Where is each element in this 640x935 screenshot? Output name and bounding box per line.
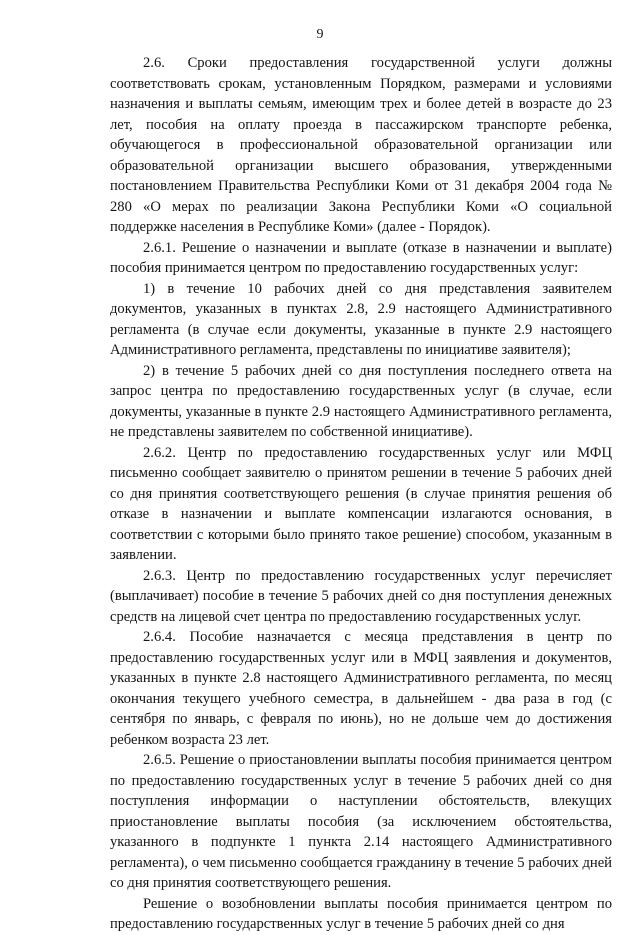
paragraph-resumption: Решение о возобновлении выплаты пособия принимается центром по предоставлению государственных услуг в течение 5 рабочих дней со дня — [110, 895, 612, 932]
paragraph-2-6-1-item-1: 1) в течение 10 рабочих дней со дня представления заявителем документов, указанных в пунктах 2.8, 2.9 настоящего Административного регламента (в случае если документы, указанные в пункте 2.9 настоящего Административного регламента, представлены по инициативе заявителя); — [110, 280, 612, 358]
document-body — [110, 53, 612, 935]
page-number: 9 — [316, 27, 324, 42]
paragraph-2-6-4: 2.6.4. Пособие назначается с месяца представления в центр по предоставлению государственных услуг или в МФЦ заявления и документов, указанных в пункте 2.8 настоящего Административного регламента, по месяц окончания текущего учебного семестра, в дальнейшем - два раза в год (с сентября по январь, с февраля по июнь), но не дольше чем до достижения ребенком возраста 23 лет. — [110, 629, 612, 748]
paragraph-2-6: 2.6. Сроки предоставления государственной услуги должны соответствовать срокам, установленным Порядком, размерами и условиями назначения и выплаты семьям, имеющим трех и более детей в возрасте до 23 лет, пособия на оплату проезда в пассажирском транспорте ребенка, обучающегося в профессиональной образовательной организации или образовательной организации высшего образования, утвержденными постановлением Правительства Республики Коми от 31 декабря 2004 года № 280 «О мерах по реализации Закона Республики Коми «О социальной поддержке населения в Республике Коми» (далее - Порядок). — [110, 55, 612, 235]
paragraph-2-6-3: 2.6.3. Центр по предоставлению государственных услуг перечисляет (выплачивает) пособие в течение 5 рабочих дней со дня поступления денежных средств на лицевой счет центра по предоставлению государственных услуг. — [110, 567, 612, 625]
paragraph-2-6-5: 2.6.5. Решение о приостановлении выплаты пособия принимается центром по предоставлению государственных услуг в течение 5 рабочих дней со дня поступления информации о наступлении обстоятельств, влекущих приостановление выплаты пособия (за исключением обстоятельства, указанного в подпункте 1 пункта 2.14 настоящего Административного регламента), о чем письменно сообщается гражданину в течение 5 рабочих дней со дня принятия соответствующего решения. — [110, 752, 612, 891]
paragraph-2-6-1-item-2: 2) в течение 5 рабочих дней со дня поступления последнего ответа на запрос центра по предоставлению государственных услуг (в случае, если документы, указанные в пункте 2.9 настоящего Административного регламента, не представлены заявителем по собственной инициативе). — [110, 362, 612, 440]
paragraph-2-6-2: 2.6.2. Центр по предоставлению государственных услуг или МФЦ письменно сообщает заявителю о принятом решении в течение 5 рабочих дней со дня принятия соответствующего решения (в случае принятия решения об отказе в назначении и выплате компенсации излагаются основания, в соответствии с которыми было принято такое решение) способом, указанным в заявлении. — [110, 444, 612, 563]
paragraph-2-6-1: 2.6.1. Решение о назначении и выплате (отказе в назначении и выплате) пособия принимается центром по предоставлению государственных услуг: — [110, 239, 612, 276]
